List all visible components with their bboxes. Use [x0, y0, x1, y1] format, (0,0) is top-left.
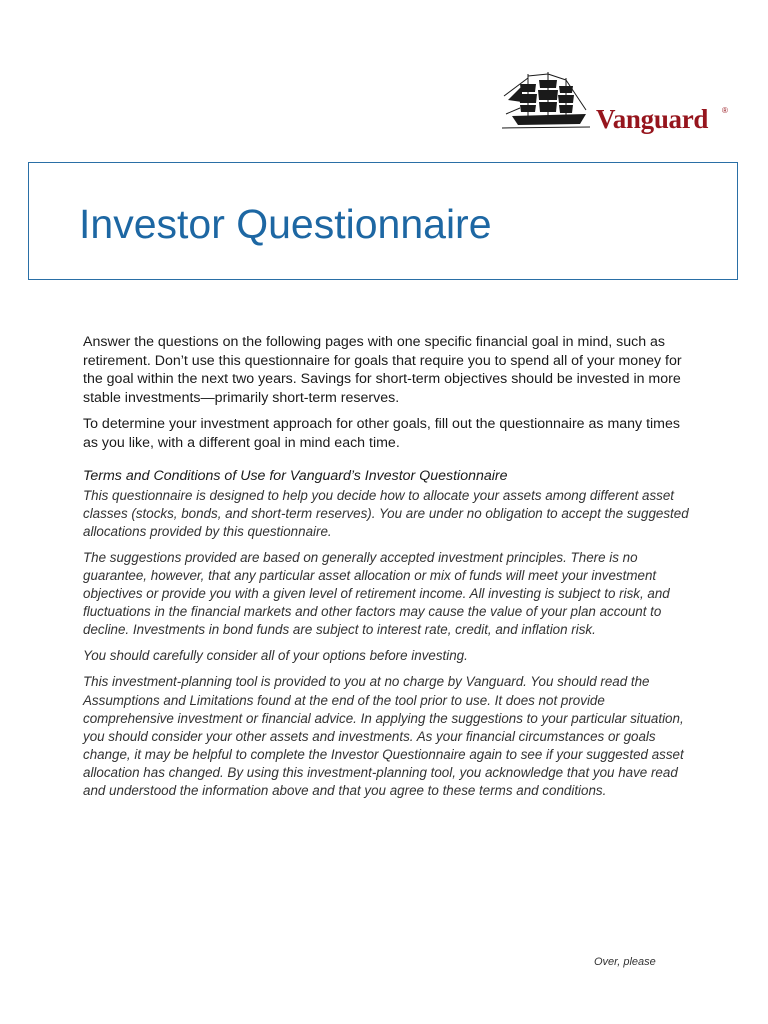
terms-paragraph-2: The suggestions provided are based on generally accepted investment principles. There is no guarantee, however, that any particular asset allocation or mix of funds will meet your investment objectives or provide you with a given level of retirement income. All investing is subject to risk, and fluctuations in the financial markets and other factors may cause the value of your plan account to decline. Investments in bond funds are subject to interest rate, credit, and inflation risk.: [83, 549, 670, 638]
page-turn-note: Over, please: [594, 956, 656, 968]
registered-mark: ®: [722, 106, 728, 115]
page-title: Investor Questionnaire: [79, 201, 492, 247]
sailing-ship-icon: [500, 70, 592, 132]
brand-wordmark: Vanguard: [596, 104, 709, 134]
title-banner: [28, 162, 738, 280]
vanguard-logo: [500, 70, 740, 140]
document-body: [83, 333, 693, 808]
terms-heading: Terms and Conditions of Use for Vanguard’s Investor Questionnaire: [83, 467, 508, 484]
terms-paragraph-3: You should carefully consider all of your options before investing.: [83, 648, 468, 664]
intro-paragraph-2: To determine your investment approach for other goals, fill out the questionnaire as many times as you like, with a different goal in mind each time.: [83, 416, 680, 451]
intro-paragraph-1: Answer the questions on the following pages with one specific financial goal in mind, such as retirement. Don’t use this questionnaire for goals that require you to spend all of your money for the goal within the next two years. Savings for short-term objectives should be invested in more stable investments—primarily short-term reserves.: [83, 334, 682, 406]
terms-paragraph-4: This investment-planning tool is provided to you at no charge by Vanguard. You should read the Assumptions and Limitations found at the end of the tool prior to use. It does not provide comprehensive investment or financial advice. In applying the suggestions to your particular situation, you should consider your other assets and investments. As your financial circumstances or goals change, it may be helpful to complete the Investor Questionnaire again to see if your suggested asset allocation has changed. By using this investment-planning tool, you acknowledge that you have read and understood the information above and that you agree to these terms and conditions.: [83, 674, 684, 798]
terms-paragraph-1: This questionnaire is designed to help you decide how to allocate your assets among different asset classes (stocks, bonds, and short-term reserves). You are under no obligation to accept the suggested allocations provided by this questionnaire.: [83, 487, 689, 539]
